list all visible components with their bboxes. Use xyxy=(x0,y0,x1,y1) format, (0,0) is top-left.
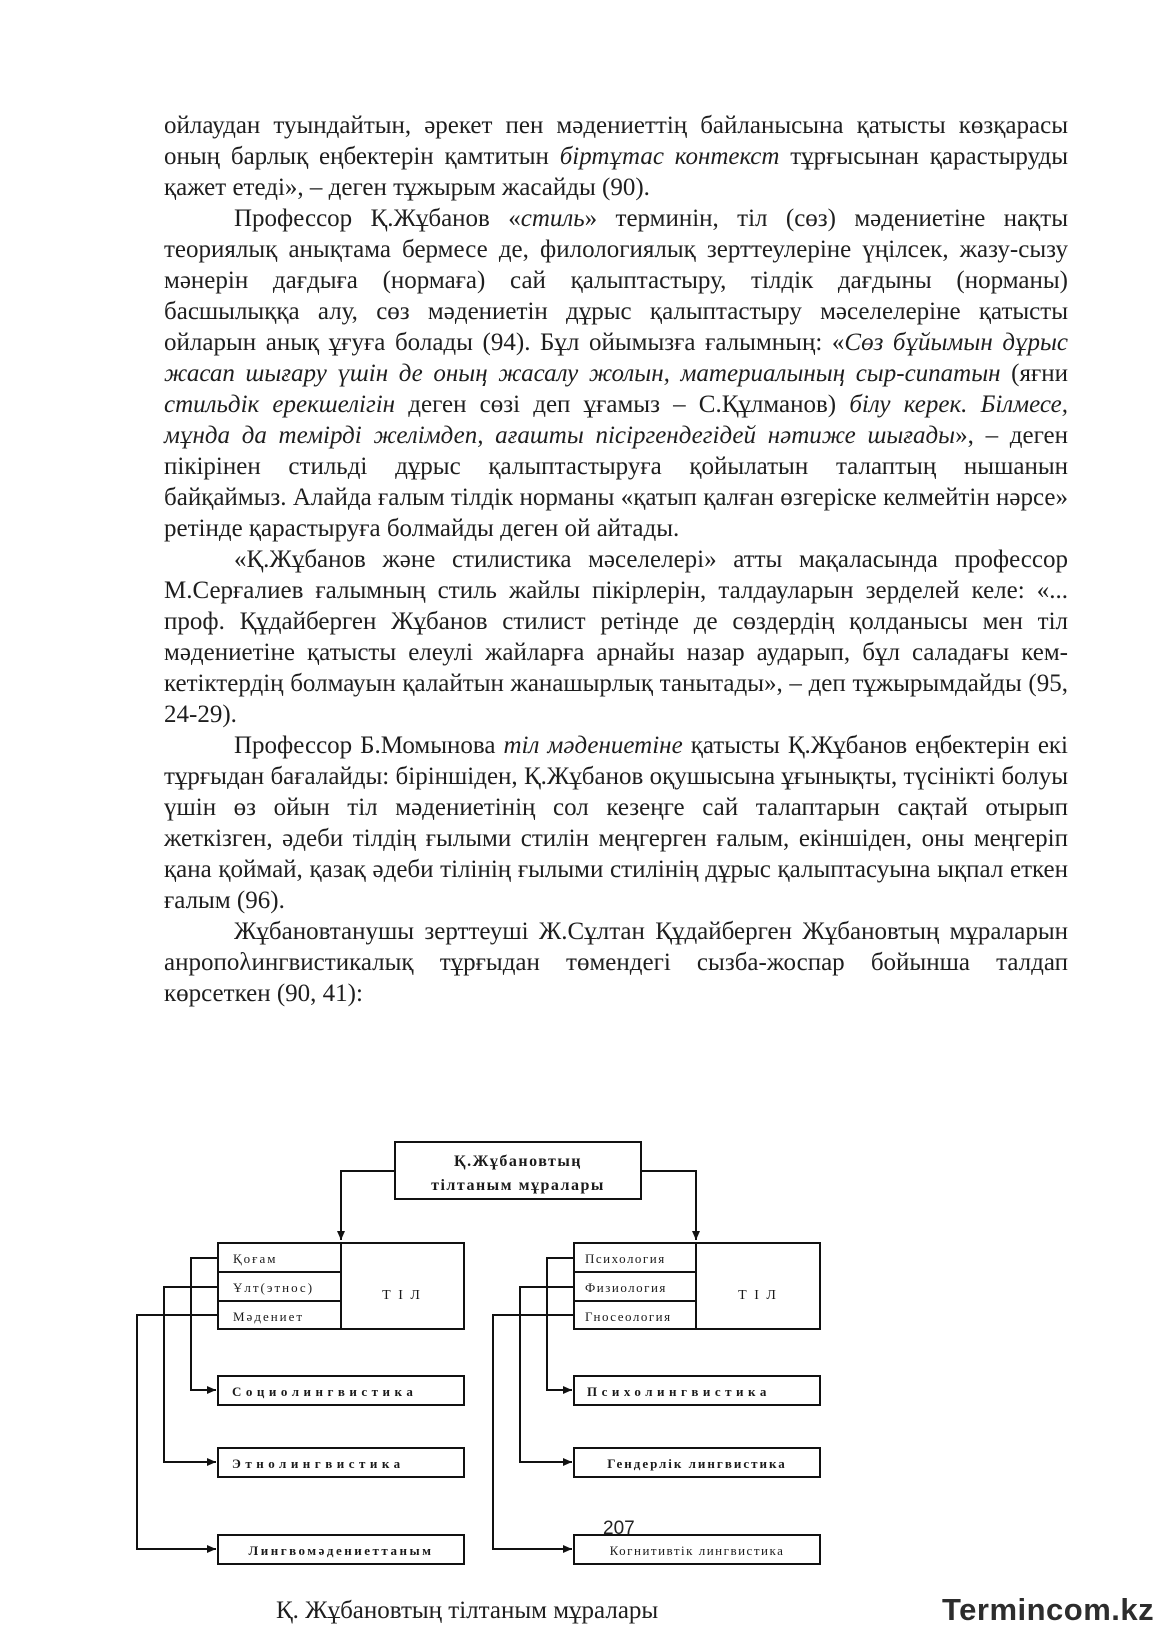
right-output-3: Когнитивтік лингвистика xyxy=(609,1543,785,1558)
right-til-label: Т І Л xyxy=(738,1288,778,1303)
italic-segment: Сөз бұйымын дұрыс жасап шығару үшін де оның жасалу жолын, материалының сыр-сипатын xyxy=(164,329,1068,387)
left-output-2: Этнолингвистика xyxy=(232,1456,405,1471)
italic-segment: стильдік ерекшелігін xyxy=(164,391,396,418)
arrow-to-right-group xyxy=(641,1171,696,1240)
text-segment: «Қ.Жұбанов және стилистика мәселелері» атты мақаласында профессор М.Серғалиев ғалымның стиль жайлы пікірлерін, талдауларын зерделей келе: «... проф. Құдайберген Жұбанов стилист ретінде де сөздердің қолданысы мен тіл мәдениетіне қатысты елеулі жайларға арнайы назар аударып, бұл саладағы кем-кетіктердің болмауын қалайтын жанашырлық танытады», – деп тұжырымдайды (95, 24-29). xyxy=(164,546,1068,728)
left-output-1: Социолингвистика xyxy=(232,1384,418,1399)
diagram-caption: Қ. Жұбановтың тілтаным мұралары xyxy=(276,1597,659,1624)
text-segment: қатысты Қ.Жұбанов еңбектерін екі тұрғыдан бағалайды: біріншіден, Қ.Жұбанов оқушысына ұғынықты, түсінікті болуы үшін өз ойын тіл мәдениетінің сол кезеңге сай талаптарын сақтай отырып жеткізген, әдеби тілдің ғылыми стилін меңгерген ғалым, екіншіден, оны меңгеріп қана қоймай, қазақ әдеби тілінің ғылыми стилінің дұрыс қалыптасуына ықпал еткен ғалым (96). xyxy=(164,732,1069,914)
right-row-3: Гносеология xyxy=(585,1309,672,1324)
site-watermark: Termincom.kz xyxy=(942,1592,1155,1627)
text-segment: Профессор Б.Момынова xyxy=(234,732,504,759)
top-box-line1: Қ.Жұбановтың xyxy=(453,1153,583,1170)
page-number: 207 xyxy=(603,1518,635,1539)
left-row-1: Қоғам xyxy=(233,1251,278,1266)
right-output-2: Гендерлік лингвистика xyxy=(607,1456,787,1471)
text-segment: тұрғысынан қарастыруды қажет етеді», – деген тұжырым жасайды (90). xyxy=(164,143,1068,201)
italic-segment: тіл мәдениетіне xyxy=(503,732,683,759)
text-segment: » терминін, тіл (сөз) мәдениетіне нақты теориялық анықтама бермесе де, филологиялық зерттеулеріне үңілсек, жазу-сызу мәнерін дағдыға (нормаға) сай қалыптастыру, тілдік дағдыны (норманы) басшылыққа алу, сөз мәдениетін дұрыс қалыптастыру мәселелеріне қатысты ойларын анық ұғуға болады (94). Бұл ойымызға ғалымның: « xyxy=(164,205,1068,356)
top-box-line2: тілтаным мұралары xyxy=(431,1177,605,1194)
text-segment: », – деген пікірінен стильді дұрыс қалыптастыруға қойылатын талаптың нышанын байқаймыз. Алайда ғалым тілдік норманы «қатып қалған өзгеріске келмейтін нәрсе» ретінде қарастыруға болмайды деген ой айтады. xyxy=(164,422,1068,542)
right-output-1: Психолингвистика xyxy=(587,1384,771,1399)
left-output-3: Лингвомәдениеттаным xyxy=(248,1543,434,1558)
text-segment: (яғни xyxy=(1000,360,1068,387)
arrow-to-left-group xyxy=(341,1171,395,1240)
left-row-2: Ұлт(этнос) xyxy=(233,1280,315,1295)
text-segment: Профессор Қ.Жұбанов « xyxy=(234,205,521,232)
text-segment: деген сөзі деп ұғамыз – С.Құлманов) xyxy=(395,391,850,418)
right-row-2: Физиология xyxy=(585,1280,667,1295)
text-segment: Жұбановтанушы зерттеуші Ж.Сұлтан Құдайберген Жұбановтың мұраларын анропολингвистикалық тұрғыдан төмендегі сызба-жоспар бойынша талдап көрсеткен (90, 41): xyxy=(164,918,1068,1007)
text-segment: ойлаудан туындайтын, әрекет пен мәдениеттің байланысына қатысты көзқарасы оның барлық еңбектерін қамтитын xyxy=(164,112,1068,170)
left-til-label: Т І Л xyxy=(382,1288,422,1303)
right-row-1: Психология xyxy=(585,1251,666,1266)
italic-segment: стиль xyxy=(520,205,585,232)
left-row-3: Мәдениет xyxy=(233,1309,305,1324)
italic-segment: білу керек. Білмесе, мұнда да темірді желімдеп, ағашты пісіргендегідей нәтиже шығады xyxy=(164,391,1069,449)
italic-segment: біртұтас контекст xyxy=(559,143,780,170)
